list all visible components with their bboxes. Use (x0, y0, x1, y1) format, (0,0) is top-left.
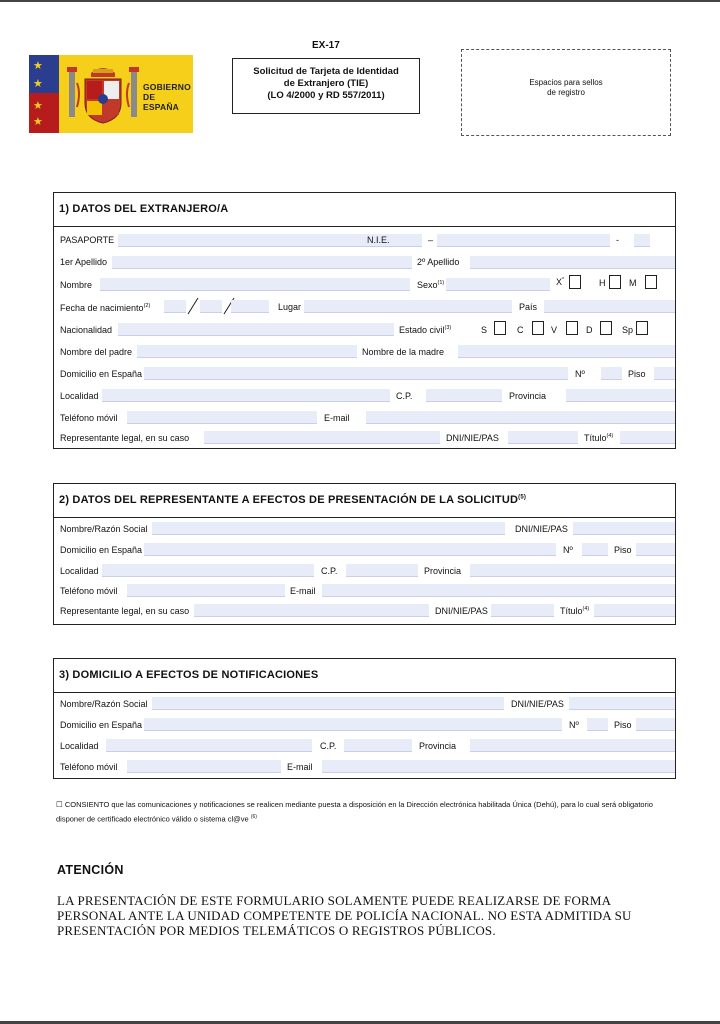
section-title: 3) DOMICILIO A EFECTOS DE NOTIFICACIONES (54, 659, 675, 693)
sexo-x-checkbox[interactable] (569, 275, 581, 289)
note-ref: (6) (250, 814, 257, 820)
nombre-input[interactable] (100, 278, 410, 291)
nie-control-input[interactable] (634, 234, 650, 247)
label-telefono: Teléfono móvil (60, 586, 118, 596)
apellido1-input[interactable] (112, 256, 412, 269)
label-localidad: Localidad (60, 391, 99, 401)
logo-text (143, 82, 193, 112)
label-nie: N.I.E. (367, 235, 390, 245)
fecha-anio-input[interactable] (231, 300, 269, 313)
label-dni: DNI/NIE/PAS (511, 699, 564, 709)
label-lugar: Lugar (278, 302, 302, 312)
label-email: E-mail (290, 586, 316, 596)
note-ref: (1) (437, 280, 445, 286)
localidad-input[interactable] (102, 389, 390, 402)
form-code: EX-17 (312, 40, 340, 51)
form-title-box (232, 58, 420, 114)
note-ref: (3) (444, 325, 452, 331)
numero-input[interactable] (587, 718, 608, 731)
telefono-input[interactable] (127, 584, 285, 597)
nacionalidad-input[interactable] (118, 323, 394, 336)
representante-input[interactable] (194, 604, 429, 617)
label-apellido2: 2º Apellido (417, 257, 460, 267)
note-ref: * (562, 277, 565, 283)
label-estado-civil (399, 325, 451, 335)
razon-social-input[interactable] (152, 697, 504, 710)
provincia-input[interactable] (470, 564, 675, 577)
label-x-text: X (556, 277, 563, 287)
email-input[interactable] (366, 411, 675, 424)
label-domicilio: Domicilio en España (60, 545, 143, 555)
consent-text: CONSIENTO que las comunicaciones y notificaciones se realicen mediante puesta a disposición en la Dirección electrónica habilitada Única (Dehú), para lo cual será obligatorio disponer de certificado electrónico válido o sistema cl@ve (56, 800, 653, 824)
section-datos-representante (53, 483, 676, 625)
label-dni: DNI/NIE/PAS (435, 606, 488, 616)
cp-input[interactable] (344, 739, 412, 752)
label-sexo-x (556, 277, 564, 287)
label-email: E-mail (287, 762, 313, 772)
note-ref: (4) (582, 606, 590, 612)
label-ec-v: V (551, 325, 558, 335)
label-cp: C.P. (396, 391, 413, 401)
label-titulo (560, 606, 589, 616)
consent-checkbox[interactable]: ☐ (56, 800, 63, 809)
label-nacionalidad: Nacionalidad (60, 325, 113, 335)
estado-sp-checkbox[interactable] (636, 321, 648, 335)
label-estado-text: Estado civil (399, 325, 445, 335)
label-titulo (584, 433, 613, 443)
provincia-input[interactable] (470, 739, 675, 752)
email-input[interactable] (322, 584, 675, 597)
label-ec-d: D (586, 325, 593, 335)
titulo-input[interactable] (620, 431, 675, 444)
label-provincia: Provincia (419, 741, 457, 751)
label-titulo-text: Título (560, 606, 583, 616)
top-border (0, 0, 720, 2)
label-fecha-text: Fecha de nacimiento (60, 303, 144, 313)
date-slash-icon (186, 297, 200, 315)
piso-input[interactable] (636, 543, 675, 556)
padre-input[interactable] (137, 345, 357, 358)
dni-input[interactable] (491, 604, 554, 617)
label-cp: C.P. (321, 566, 338, 576)
estado-v-checkbox[interactable] (566, 321, 578, 335)
apellido2-input[interactable] (470, 256, 675, 269)
telefono-input[interactable] (127, 411, 317, 424)
pais-input[interactable] (544, 300, 675, 313)
label-piso: Piso (614, 545, 632, 555)
coat-of-arms-icon (67, 63, 139, 125)
label-nombre: Nombre (60, 280, 93, 290)
label-piso: Piso (628, 369, 646, 379)
gobierno-logo (29, 55, 193, 133)
label-sexo (417, 280, 444, 290)
note-ref: (4) (606, 433, 614, 439)
section-domicilio-notificaciones (53, 658, 676, 779)
label-padre: Nombre del padre (60, 347, 133, 357)
section-title: 1) DATOS DEL EXTRANJERO/A (54, 193, 675, 227)
star-icon: ★ (33, 116, 43, 128)
sexo-h-checkbox[interactable] (609, 275, 621, 289)
stamp-text-line: Espacios para sellos (529, 78, 603, 87)
label-localidad: Localidad (60, 741, 99, 751)
label-pais: País (519, 302, 538, 312)
star-icon: ★ (33, 100, 43, 112)
logo-text-line: DE ESPAÑA (143, 92, 179, 112)
estado-c-checkbox[interactable] (532, 321, 544, 335)
sexo-spacer (446, 278, 550, 291)
label-provincia: Provincia (424, 566, 462, 576)
label-pasaporte: PASAPORTE (60, 235, 115, 245)
form-title-line: Solicitud de Tarjeta de Identidad (253, 66, 399, 77)
localidad-input[interactable] (106, 739, 312, 752)
titulo-input[interactable] (594, 604, 675, 617)
star-icon: ★ (33, 60, 43, 72)
attention-title: ATENCIÓN (57, 863, 124, 877)
localidad-input[interactable] (102, 564, 314, 577)
note-ref: (2) (143, 303, 151, 309)
label-dni: DNI/NIE/PAS (515, 524, 568, 534)
dni-input[interactable] (508, 431, 578, 444)
label-titulo-text: Título (584, 433, 607, 443)
label-telefono: Teléfono móvil (60, 762, 118, 772)
label-ec-s: S (481, 325, 488, 335)
cp-input[interactable] (426, 389, 502, 402)
attention-text: LA PRESENTACIÓN DE ESTE FORMULARIO SOLAMENTE PUEDE REALIZARSE DE FORMA PERSONAL ANTE LA UNIDAD COMPETENTE DE POLICÍA NACIONAL. NO ESTA ADMITIDA SU PRESENTACIÓN POR MEDIOS TELEMÁTICOS O REGISTROS PÚBLICOS. (57, 893, 632, 938)
label-numero: Nº (563, 545, 573, 555)
representante-input[interactable] (204, 431, 440, 444)
nie-separator: – (428, 235, 434, 245)
sexo-m-checkbox[interactable] (645, 275, 657, 289)
numero-input[interactable] (582, 543, 608, 556)
domicilio-input[interactable] (144, 367, 568, 380)
provincia-input[interactable] (566, 389, 675, 402)
consent-block (56, 799, 676, 826)
label-ec-sp: Sp (622, 325, 634, 335)
label-razon-social: Nombre/Razón Social (60, 524, 148, 534)
label-madre: Nombre de la madre (362, 347, 445, 357)
label-piso: Piso (614, 720, 632, 730)
numero-input[interactable] (601, 367, 622, 380)
label-razon-social: Nombre/Razón Social (60, 699, 148, 709)
form-title-line: de Extranjero (TIE) (283, 78, 369, 89)
label-numero: Nº (569, 720, 579, 730)
fecha-dia-input[interactable] (164, 300, 186, 313)
lugar-input[interactable] (304, 300, 512, 313)
label-sexo-m: M (629, 278, 637, 288)
piso-input[interactable] (636, 718, 675, 731)
nie-separator: - (616, 235, 619, 245)
nie-number-input[interactable] (437, 234, 610, 247)
email-input[interactable] (322, 760, 675, 773)
label-representante: Representante legal, en su caso (60, 606, 190, 616)
stamp-area (461, 49, 671, 136)
label-domicilio: Domicilio en España (60, 720, 143, 730)
dni-input[interactable] (573, 522, 675, 535)
label-sexo-text: Sexo (417, 280, 438, 290)
section-datos-extranjero (53, 192, 676, 449)
label-localidad: Localidad (60, 566, 99, 576)
label-provincia: Provincia (509, 391, 547, 401)
madre-input[interactable] (458, 345, 675, 358)
label-representante: Representante legal, en su caso (60, 433, 190, 443)
label-numero: Nº (575, 369, 585, 379)
nie-letter-input[interactable] (398, 234, 422, 247)
dni-input[interactable] (569, 697, 675, 710)
section-title (54, 484, 675, 518)
logo-text-line: GOBIERNO (143, 82, 191, 92)
fecha-mes-input[interactable] (200, 300, 222, 313)
estado-s-checkbox[interactable] (494, 321, 506, 335)
label-cp: C.P. (320, 741, 337, 751)
label-domicilio: Domicilio en España (60, 369, 143, 379)
label-fecha-nacimiento (60, 303, 150, 313)
estado-d-checkbox[interactable] (600, 321, 612, 335)
piso-input[interactable] (654, 367, 675, 380)
label-telefono: Teléfono móvil (60, 413, 118, 423)
star-icon: ★ (33, 78, 43, 90)
razon-social-input[interactable] (152, 522, 505, 535)
cp-input[interactable] (346, 564, 418, 577)
label-apellido1: 1er Apellido (60, 257, 108, 267)
section-title-text: 2) DATOS DEL REPRESENTANTE A EFECTOS DE PRESENTACIÓN DE LA SOLICITUD (59, 494, 519, 506)
note-ref: (5) (518, 494, 527, 501)
label-email: E-mail (324, 413, 350, 423)
stamp-text-line: de registro (547, 88, 585, 97)
label-sexo-h: H (599, 278, 606, 288)
form-title-line: (LO 4/2000 y RD 557/2011) (267, 90, 385, 101)
label-ec-c: C (517, 325, 524, 335)
telefono-input[interactable] (127, 760, 281, 773)
label-dni: DNI/NIE/PAS (446, 433, 499, 443)
domicilio-input[interactable] (144, 718, 562, 731)
domicilio-input[interactable] (144, 543, 556, 556)
